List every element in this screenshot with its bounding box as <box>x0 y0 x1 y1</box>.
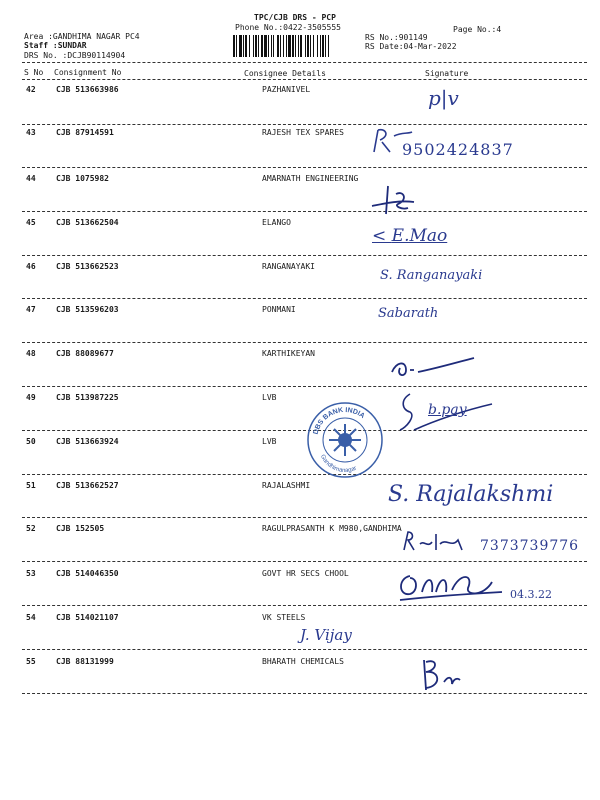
row-consignment-no: CJB 87914591 <box>56 128 114 137</box>
stamp-bottom-text: Gandhimanagar <box>318 453 358 475</box>
row-consignment-no: CJB 514021107 <box>56 613 119 622</box>
rs-date: RS Date:04-Mar-2022 <box>365 42 457 51</box>
row-consignment-no: CJB 513662527 <box>56 481 119 490</box>
row-consignee: GOVT HR SECS CHOOL <box>262 569 349 578</box>
document-title: TPC/CJB DRS - PCP <box>254 13 336 22</box>
barcode-bar <box>292 35 294 57</box>
signature-47: Sabarath <box>378 306 439 321</box>
signature-45-text: E.Mao <box>391 226 448 246</box>
signature-51: S. Rajalakshmi <box>388 482 554 507</box>
row-divider <box>22 386 587 387</box>
row-divider <box>22 255 587 256</box>
signature-54: J. Vijay <box>300 626 352 644</box>
barcode-bar <box>236 35 237 57</box>
row-divider <box>22 649 587 650</box>
barcode-bar <box>313 35 314 57</box>
signature-46: S. Ranganayaki <box>380 268 483 283</box>
signature-42: p|v <box>428 86 459 110</box>
row-sno: 43 <box>26 128 36 137</box>
row-sno: 52 <box>26 524 36 533</box>
row-sno: 55 <box>26 657 36 666</box>
row-divider <box>22 605 587 606</box>
row-consignment-no: CJB 88089677 <box>56 349 114 358</box>
column-header-consignee: Consignee Details <box>244 69 326 78</box>
row-consignee: RAGULPRASANTH K M980,GANDHIMA <box>262 524 402 533</box>
barcode-bar <box>310 35 311 57</box>
barcode-bar <box>271 35 272 57</box>
barcode-bar <box>283 35 284 57</box>
barcode-bar <box>300 35 302 57</box>
barcode-bar <box>325 35 326 57</box>
drs-number: DRS No. :DCJB90114904 <box>24 51 126 60</box>
row-consignment-no: CJB 1075982 <box>56 174 109 183</box>
row-sno: 51 <box>26 481 36 490</box>
barcode-bar <box>305 35 306 57</box>
row-consignment-no: CJB 513596203 <box>56 305 119 314</box>
column-header-signature: Signature <box>425 69 469 78</box>
barcode-bar <box>249 35 250 57</box>
barcode-bar <box>277 35 279 57</box>
barcode-bar <box>243 35 244 57</box>
row-consignment-no: CJB 513663924 <box>56 437 119 446</box>
rs-number: RS No.:901149 <box>365 33 428 42</box>
signature-52-scribble <box>400 526 480 556</box>
signature-53-scribble <box>396 566 506 602</box>
stamp-top-text: DBS BANK INDIA <box>312 406 366 436</box>
signature-52: 7373739776 <box>480 538 580 554</box>
barcode-bar <box>280 35 281 57</box>
row-sno: 44 <box>26 174 36 183</box>
barcode-bar <box>261 35 263 57</box>
column-header-consignment: Consignment No <box>54 68 122 77</box>
barcode-bar <box>298 35 299 57</box>
signature-45: < E.Mao <box>372 226 448 246</box>
barcode-bar <box>320 35 321 57</box>
row-sno: 53 <box>26 569 36 578</box>
row-divider <box>22 561 587 562</box>
row-divider <box>22 298 587 299</box>
barcode-bar <box>245 35 247 57</box>
row-consignee: PAZHANIVEL <box>262 85 311 94</box>
row-divider <box>22 693 587 694</box>
row-consignee: ELANGO <box>262 218 291 227</box>
barcode <box>233 35 358 57</box>
barcode-bar <box>264 35 267 57</box>
barcode-bar <box>317 35 318 57</box>
row-consignee: PONMANI <box>262 305 296 314</box>
row-consignment-no: CJB 513662523 <box>56 262 119 271</box>
barcode-bar <box>288 35 291 57</box>
barcode-bar <box>253 35 254 57</box>
row-sno: 54 <box>26 613 36 622</box>
row-consignee: RAJESH TEX SPARES <box>262 128 344 137</box>
barcode-bar <box>328 35 329 57</box>
row-consignee: AMARNATH ENGINEERING <box>262 174 359 183</box>
staff-label: Staff :SUNDAR <box>24 41 87 50</box>
row-consignment-no: CJB 88131999 <box>56 657 114 666</box>
row-consignment-no: CJB 152505 <box>56 524 105 533</box>
row-sno: 49 <box>26 393 36 402</box>
row-consignee: KARTHIKEYAN <box>262 349 315 358</box>
signature-55 <box>418 656 462 692</box>
row-consignment-no: CJB 513662504 <box>56 218 119 227</box>
row-consignment-no: CJB 513987225 <box>56 393 119 402</box>
barcode-bar <box>258 35 259 57</box>
barcode-bar <box>295 35 296 57</box>
row-divider <box>22 342 587 343</box>
phone-number: Phone No.:0422-3505555 <box>235 23 341 32</box>
barcode-bar <box>255 35 257 57</box>
barcode-bar <box>273 35 274 57</box>
row-divider <box>22 167 587 168</box>
row-consignment-no: CJB 513663986 <box>56 85 119 94</box>
row-sno: 42 <box>26 85 36 94</box>
bank-stamp <box>305 400 385 480</box>
row-sno: 48 <box>26 349 36 358</box>
area-label: Area :GANDHIMA NAGAR PC4 <box>24 32 140 41</box>
row-divider <box>22 517 587 518</box>
page-number: Page No.:4 <box>453 25 502 34</box>
column-header-divider <box>22 79 587 80</box>
header-divider <box>22 62 587 63</box>
barcode-bar <box>239 35 242 57</box>
row-consignment-no: CJB 514046350 <box>56 569 119 578</box>
row-sno: 50 <box>26 437 36 446</box>
signature-53: 04.3.22 <box>510 588 552 601</box>
row-consignee: BHARATH CHEMICALS <box>262 657 344 666</box>
signature-phone-43: 9502424837 <box>402 140 514 159</box>
row-consignee: LVB <box>262 393 277 402</box>
row-consignee: RAJALASHMI <box>262 481 311 490</box>
column-header-sno: S No <box>24 68 44 77</box>
signature-48 <box>388 352 478 382</box>
signature-44 <box>368 180 423 218</box>
row-consignee: LVB <box>262 437 277 446</box>
barcode-bar <box>286 35 287 57</box>
row-sno: 46 <box>26 262 36 271</box>
row-sno: 45 <box>26 218 36 227</box>
barcode-bar <box>322 35 324 57</box>
row-sno: 47 <box>26 305 36 314</box>
row-consignee: RANGANAYAKI <box>262 262 315 271</box>
barcode-bar <box>268 35 269 57</box>
row-consignee: VK STEELS <box>262 613 306 622</box>
row-divider <box>22 211 587 212</box>
signature-49: b.pay <box>428 402 467 418</box>
barcode-bar <box>233 35 235 57</box>
barcode-bar <box>307 35 309 57</box>
row-divider <box>22 124 587 125</box>
